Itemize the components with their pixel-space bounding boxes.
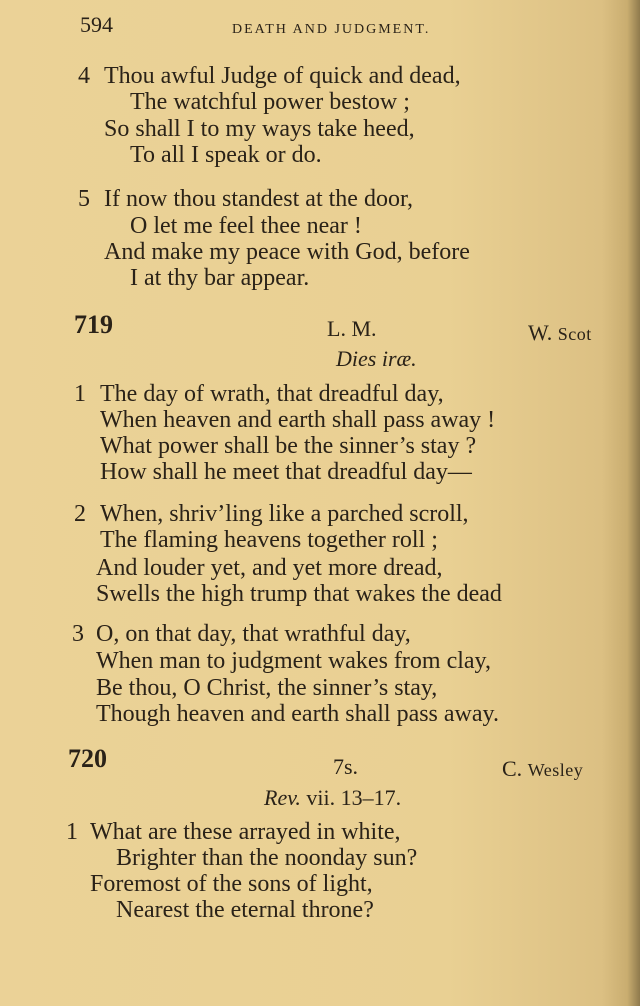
author-initial: W. — [528, 320, 558, 345]
stanza-number: 4 — [78, 63, 90, 89]
hymn-number: 719 — [74, 310, 113, 339]
verse-line: Foremost of the sons of light, — [90, 871, 373, 897]
verse-line: When heaven and earth shall pass away ! — [100, 407, 496, 433]
reference-book: Rev. — [264, 785, 301, 810]
running-head — [80, 12, 620, 42]
verse-line: O let me feel thee near ! — [130, 213, 362, 239]
stanza-number: 1 — [74, 381, 86, 407]
hymn-meter: 7s. — [333, 754, 359, 779]
section-title: DEATH AND JUDGMENT. — [232, 22, 431, 37]
verse-line: The watchful power bestow ; — [130, 89, 410, 115]
verse-line: What are these arrayed in white, — [90, 819, 401, 845]
verse-line: So shall I to my ways take heed, — [104, 116, 415, 142]
reference-verse: vii. 13–17. — [300, 785, 402, 810]
verse-line: When, shriv’ling like a parched scroll, — [100, 501, 469, 527]
stanza-number: 3 — [72, 621, 84, 647]
verse-line: And make my peace with God, before — [104, 239, 470, 265]
verse-line: I at thy bar appear. — [130, 265, 310, 291]
author-surname: Wesley — [527, 760, 584, 780]
verse-line: And louder yet, and yet more dread, — [96, 555, 443, 581]
verse-line: O, on that day, that wrathful day, — [96, 621, 411, 647]
page-number: 594 — [80, 12, 113, 37]
verse-line: What power shall be the sinner’s stay ? — [100, 433, 477, 459]
verse-line: Brighter than the noonday sun? — [116, 845, 418, 871]
stanza-number: 5 — [78, 186, 90, 212]
verse-line: To all I speak or do. — [130, 142, 322, 168]
verse-line: If now thou standest at the door, — [104, 186, 413, 212]
verse-line: Nearest the eternal throne? — [116, 897, 374, 923]
scripture-reference — [264, 785, 401, 811]
hymn-author — [502, 756, 583, 782]
author-initial: C. — [502, 756, 528, 781]
verse-line: Though heaven and earth shall pass away. — [96, 701, 499, 727]
hymn-subtitle: Dies iræ. — [336, 346, 417, 371]
verse-line: The day of wrath, that dreadful day, — [100, 381, 444, 407]
stanza-number: 2 — [74, 501, 86, 527]
author-surname: Scot — [557, 324, 592, 344]
verse-line: When man to judgment wakes from clay, — [96, 648, 491, 674]
verse-line: How shall he meet that dreadful day— — [100, 459, 472, 485]
verse-line: Thou awful Judge of quick and dead, — [104, 63, 461, 89]
hymn-author — [528, 320, 592, 346]
hymn-number: 720 — [68, 744, 107, 773]
verse-line: Be thou, O Christ, the sinner’s stay, — [96, 675, 438, 701]
verse-line: Swells the high trump that wakes the dead — [96, 581, 502, 607]
hymn-meter: L. M. — [327, 316, 377, 341]
stanza-number: 1 — [66, 819, 78, 845]
verse-line: The flaming heavens together roll ; — [100, 527, 438, 553]
